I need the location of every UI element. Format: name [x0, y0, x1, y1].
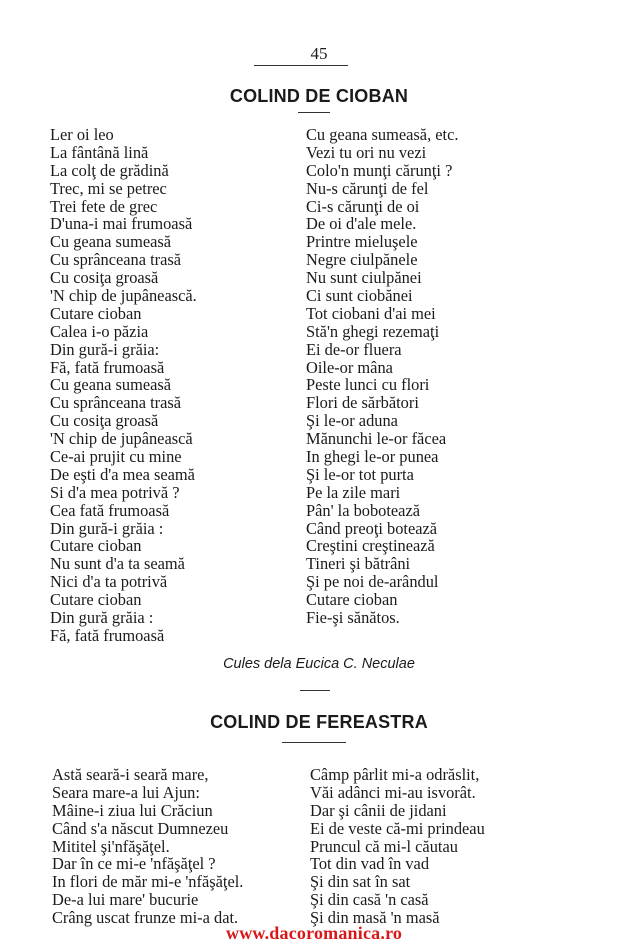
verse-line: De oi d'ale mele. — [306, 214, 417, 234]
verse-line: Seara mare-a lui Ajun: — [52, 782, 200, 802]
verse-line: Dar în ce mi-e 'nfăşăţel ? — [52, 854, 216, 874]
poem2-title: COLIND DE FEREASTRA — [210, 712, 428, 732]
poem2-right-column — [310, 766, 485, 927]
verse-line: Cu geana sumeasă, etc. — [306, 125, 459, 144]
verse-line: Câmp pârlit mi-a odrăslit, — [310, 765, 480, 784]
verse-line: Cea fată frumoasă — [50, 500, 170, 520]
verse-line: In flori de măr mi-e 'nfăşăţel. — [52, 872, 244, 892]
verse-line: Nu sunt ciulpănei — [306, 268, 422, 288]
verse-line: Cu sprânceana trasă — [50, 393, 182, 413]
verse-line: Ci sunt ciobănei — [306, 286, 413, 306]
verse-line: Ce-ai prujit cu mine — [50, 447, 182, 467]
verse-line: Când s'a născut Dumnezeu — [52, 818, 229, 838]
verse-line: Nu sunt d'a ta seamă — [50, 554, 185, 574]
verse-line: Cutare cioban — [50, 303, 142, 323]
verse-line: Ci-s cărunţi de oi — [306, 196, 420, 216]
verse-line: Cutare cioban — [306, 590, 398, 610]
verse-line: Cu geana sumeasă — [50, 375, 172, 395]
verse-line: Cu geana sumeasă — [50, 232, 172, 252]
verse-line: Şi din masă 'n masă — [310, 908, 440, 928]
verse-line: Pân' la bobotează — [306, 500, 420, 520]
verse-line: De-a lui mare' bucurie — [52, 890, 199, 910]
verse-line: 'N chip de jupânească — [50, 429, 193, 449]
verse-line: Stă'n ghegi rezemaţi — [306, 321, 440, 341]
verse-line: Colo'n munţi cărunţi ? — [306, 160, 453, 180]
verse-line: Negre ciulpănele — [306, 250, 418, 270]
verse-line: Peste lunci cu flori — [306, 375, 430, 395]
verse-line: De eşti d'a mea seamă — [50, 464, 195, 484]
verse-line: D'una-i mai frumoasă — [50, 214, 193, 234]
verse-line: Oile-or mâna — [306, 357, 393, 377]
poem1-credit: Cules dela Eucica C. Neculae — [223, 656, 415, 672]
verse-line: La colţ de grădină — [50, 160, 169, 180]
verse-line: Si d'a mea potrivă ? — [50, 482, 180, 502]
verse-line: Şi le-or tot purta — [306, 464, 414, 484]
poem1-left-column — [50, 126, 197, 645]
page-number-rule — [254, 65, 348, 66]
verse-line: Astă seară-i seară mare, — [52, 765, 209, 784]
verse-line: Tot din vad în vad — [310, 854, 430, 874]
poem1-title-rule — [298, 112, 330, 113]
verse-line: Pe la zile mari — [306, 482, 401, 502]
verse-line: Flori de sărbători — [306, 393, 419, 413]
verse-line: Printre mieluşele — [306, 232, 418, 252]
verse-line: Şi din casă 'n casă — [310, 890, 429, 910]
verse-line: Nici d'a ta potrivă — [50, 572, 168, 592]
poem1-right-column — [306, 126, 458, 627]
verse-line: Ei de-or fluera — [306, 339, 402, 359]
verse-line: Tot ciobani d'ai mei — [306, 303, 436, 323]
poem1-title: COLIND DE CIOBAN — [229, 86, 409, 106]
verse-line: Cu sprânceana trasă — [50, 250, 182, 270]
verse-line: Mititel şi'nfăşăţel. — [52, 836, 170, 856]
verse-line: Pruncul că mi-l căutau — [310, 836, 458, 856]
poem2-left-column — [52, 766, 243, 927]
verse-line: Fă, fată frumoasă — [50, 357, 165, 377]
verse-line: Ei de veste că-mi prindeau — [310, 818, 485, 838]
verse-line: Şi pe noi de-arândul — [306, 572, 439, 592]
verse-line: Trec, mi se petrec — [50, 178, 167, 198]
verse-line: Cutare cioban — [50, 590, 142, 610]
verse-line: Din gură-i grăia: — [50, 339, 160, 359]
verse-line: Văi adânci mi-au isvorât. — [310, 782, 476, 802]
verse-line: Cu cosiţa groasă — [50, 411, 159, 431]
verse-line: Din gură grăia : — [50, 608, 154, 628]
verse-line: Vezi tu ori nu vezi — [306, 142, 427, 162]
verse-line: Fă, fată frumoasă — [50, 625, 165, 645]
verse-line: Trei fete de grec — [50, 196, 158, 216]
verse-line: In ghegi le-or punea — [306, 447, 439, 467]
section-divider — [300, 690, 330, 691]
verse-line: Dar şi cânii de jidani — [310, 800, 447, 820]
verse-line: Crâng uscat frunze mi-a dat. — [52, 908, 239, 928]
verse-line: Mănunchi le-or făcea — [306, 429, 447, 449]
verse-line: Ler oi leo — [50, 125, 114, 144]
verse-line: Cutare cioban — [50, 536, 142, 556]
verse-line: Creştini creştinează — [306, 536, 435, 556]
verse-line: Nu-s cărunţi de fel — [306, 178, 429, 198]
verse-line: Din gură-i grăia : — [50, 518, 164, 538]
verse-line: Când preoţi botează — [306, 518, 438, 538]
verse-line: Şi din sat în sat — [310, 872, 411, 892]
verse-line: Calea i-o păzia — [50, 321, 149, 341]
verse-line: Mâine-i ziua lui Crăciun — [52, 800, 213, 820]
poem2-title-rule — [282, 742, 346, 743]
page-number: 45 — [310, 44, 328, 63]
verse-line: La fântână lină — [50, 142, 149, 162]
verse-line: Şi le-or aduna — [306, 411, 398, 431]
watermark: www.dacoromanica.ro — [226, 923, 403, 943]
verse-line: Cu cosiţa groasă — [50, 268, 159, 288]
verse-line: Fie-şi sănătos. — [306, 608, 400, 628]
verse-line: 'N chip de jupânească. — [50, 286, 197, 306]
verse-line: Tineri şi bătrâni — [306, 554, 411, 574]
